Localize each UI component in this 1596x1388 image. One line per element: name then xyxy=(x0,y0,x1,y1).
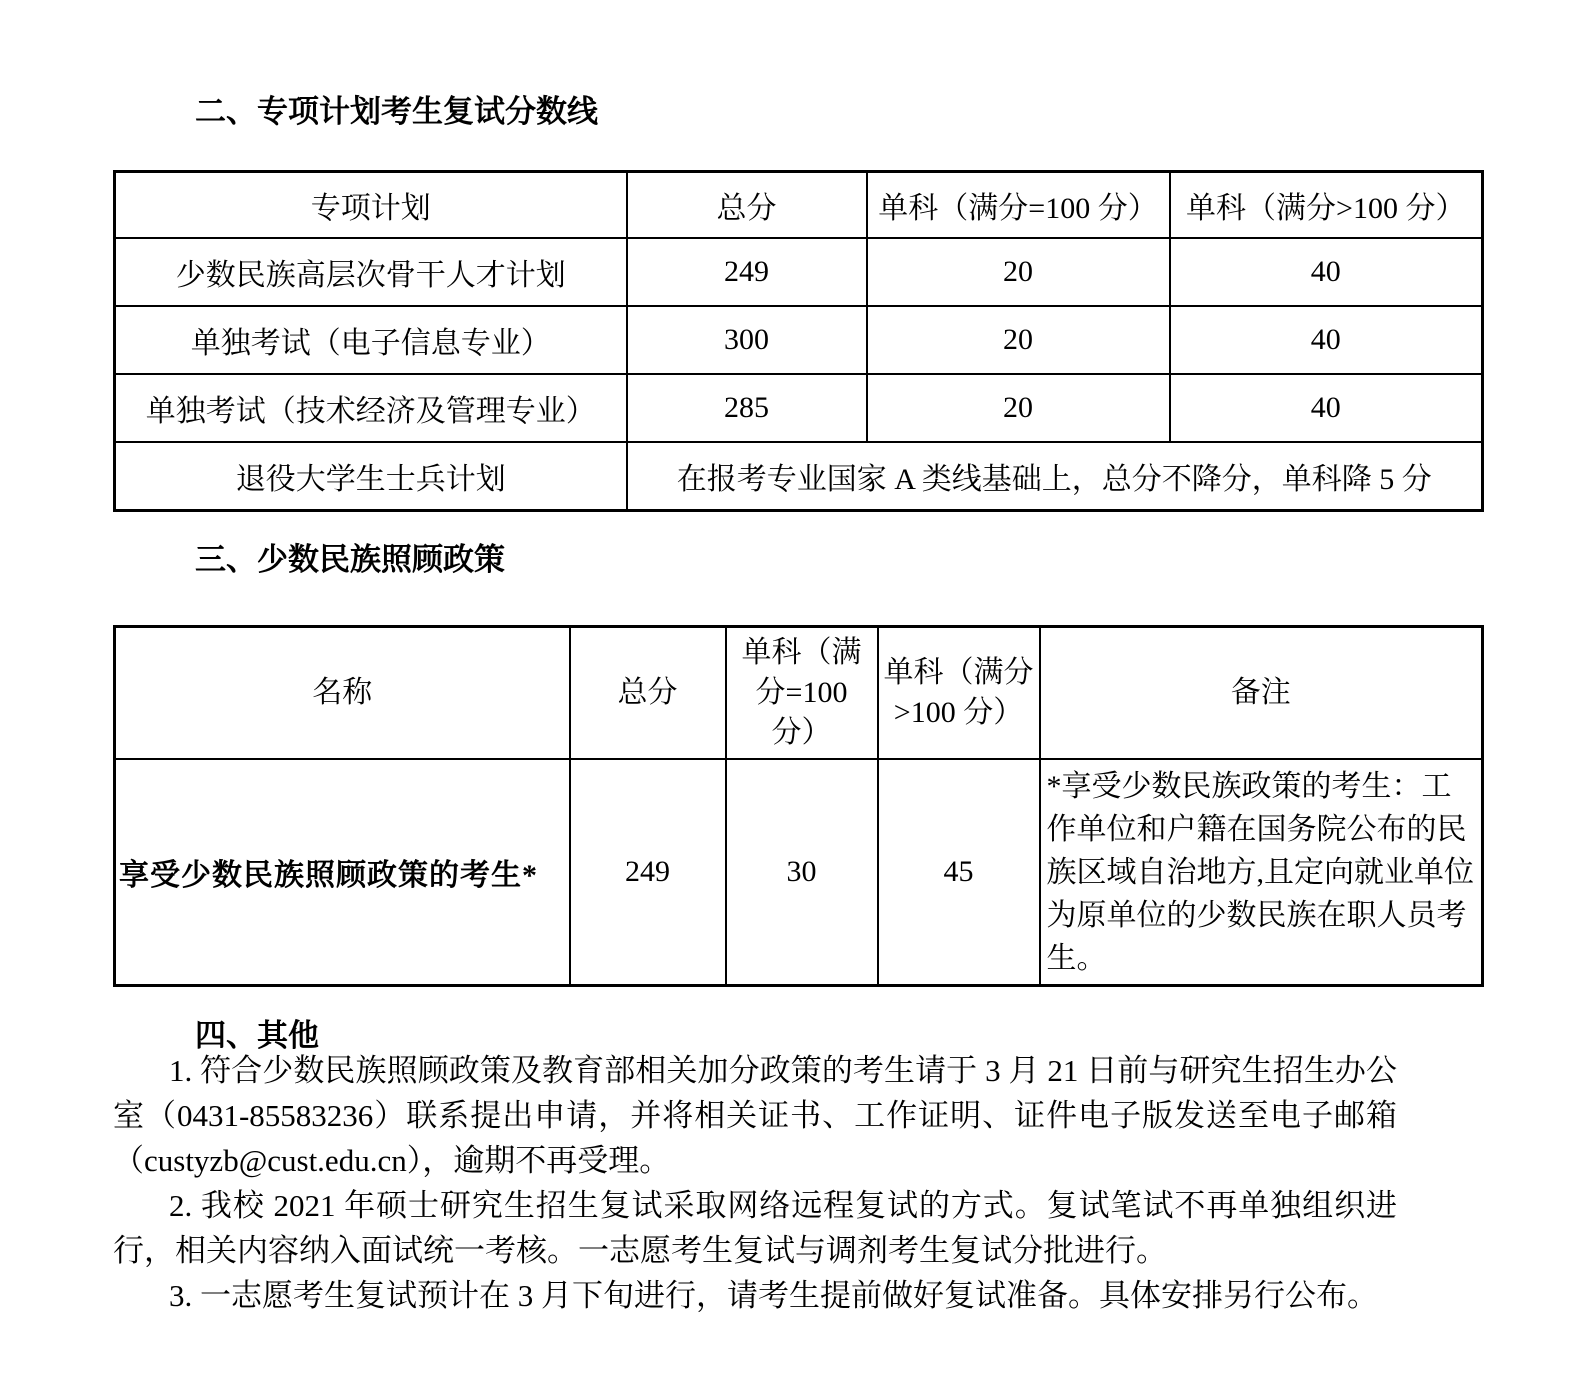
remark-text: *享受少数民族政策的考生：工作单位和户籍在国务院公布的民族区域自治地方,且定向就业单位为原单位的少数民族在职人员考生。 xyxy=(1040,759,1483,986)
header-total: 总分 xyxy=(570,627,726,760)
header-single100: 单科（满分=100 分） xyxy=(726,627,878,760)
header-remark: 备注 xyxy=(1040,627,1483,760)
plan-name: 单独考试（技术经济及管理专业） xyxy=(115,374,627,442)
single-over100-score: 40 xyxy=(1170,306,1483,374)
section-heading-other: 四、其他 xyxy=(195,1018,319,1053)
total-score: 300 xyxy=(627,306,867,374)
single100-score: 20 xyxy=(867,306,1170,374)
table-header-row xyxy=(115,627,1483,760)
table-row xyxy=(115,306,1483,374)
table-row-veteran xyxy=(115,442,1483,511)
table-header-row xyxy=(115,172,1483,239)
section-heading-special-plan: 二、专项计划考生复试分数线 xyxy=(195,94,598,129)
plan-name: 退役大学生士兵计划 xyxy=(115,442,627,511)
table-row xyxy=(115,759,1483,986)
section-heading-minority-policy: 三、少数民族照顾政策 xyxy=(195,542,505,577)
total-score: 249 xyxy=(570,759,726,986)
note-paragraph-2: 2. 我校 2021 年硕士研究生招生复试采取网络远程复试的方式。复试笔试不再单独组织进行，相关内容纳入面试统一考核。一志愿考生复试与调剂考生复试分批进行。 xyxy=(113,1188,1397,1268)
plan-name: 单独考试（电子信息专业） xyxy=(115,306,627,374)
header-single-over100: 单科（满分>100 分） xyxy=(878,627,1040,760)
single-over100-score: 40 xyxy=(1170,238,1483,306)
table-row xyxy=(115,374,1483,442)
table-row xyxy=(115,238,1483,306)
veteran-policy-note: 在报考专业国家 A 类线基础上，总分不降分，单科降 5 分 xyxy=(627,442,1483,511)
single100-score: 20 xyxy=(867,238,1170,306)
minority-policy-score-table xyxy=(113,625,1484,987)
header-name: 名称 xyxy=(115,627,570,760)
note-paragraph-1: 1. 符合少数民族照顾政策及教育部相关加分政策的考生请于 3 月 21 日前与研究生招生办公室（0431-85583236）联系提出申请，并将相关证书、工作证明、证件电子版发送至电子邮箱（custyzb@cust.edu.cn），逾期不再受理。 xyxy=(113,1053,1397,1178)
special-plan-score-table xyxy=(113,170,1484,512)
header-total: 总分 xyxy=(627,172,867,239)
plan-name: 少数民族高层次骨干人才计划 xyxy=(115,238,627,306)
header-single-over100: 单科（满分>100 分） xyxy=(1170,172,1483,239)
single-over100-score: 40 xyxy=(1170,374,1483,442)
total-score: 285 xyxy=(627,374,867,442)
note-paragraph-3: 3. 一志愿考生复试预计在 3 月下旬进行，请考生提前做好复试准备。具体安排另行公布。 xyxy=(169,1278,1378,1313)
single100-score: 30 xyxy=(726,759,878,986)
header-single100: 单科（满分=100 分） xyxy=(867,172,1170,239)
other-notes xyxy=(113,1048,1397,1318)
total-score: 249 xyxy=(627,238,867,306)
candidate-name: 享受少数民族照顾政策的考生* xyxy=(115,759,570,986)
single100-score: 20 xyxy=(867,374,1170,442)
single-over100-score: 45 xyxy=(878,759,1040,986)
header-plan: 专项计划 xyxy=(115,172,627,239)
